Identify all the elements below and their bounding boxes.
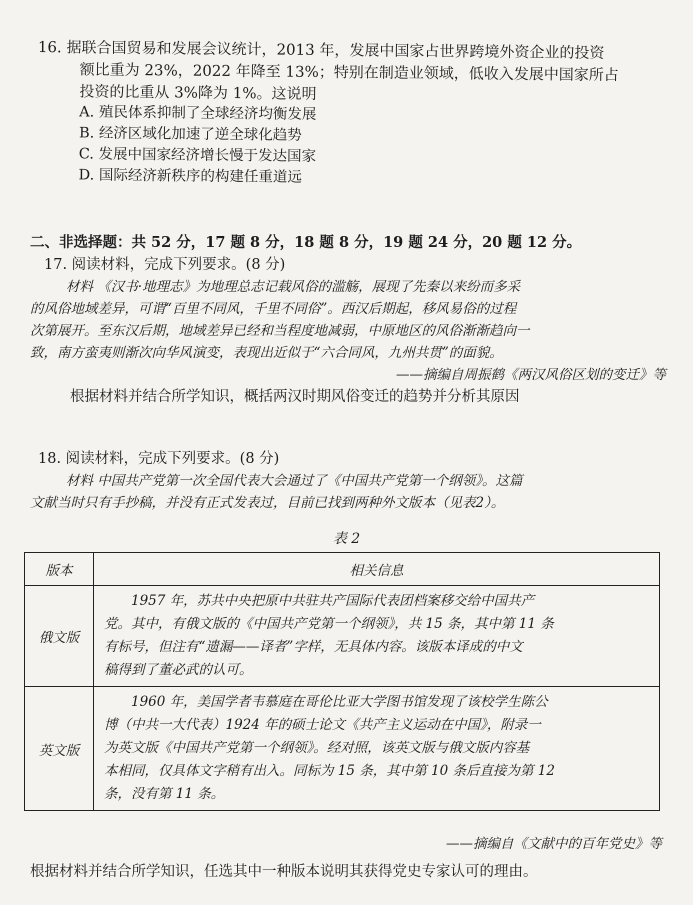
- material-line: 致，南方蛮夷则渐次向华风演变，表现出近似于“六合同风，九州共贯”的面貌。: [30, 345, 503, 361]
- question-18-prompt: 根据材料并结合所学知识，任选其中一种版本说明其获得党史专家认可的理由。: [30, 864, 538, 880]
- table-info-line: 条，没有第 11 条。: [104, 786, 225, 802]
- option-b: B. 经济区域化加速了逆全球化趋势: [78, 125, 302, 144]
- table-cell-info: [94, 586, 660, 687]
- question-17-prompt: 根据材料并结合所学知识，概括两汉时期风俗变迁的趋势并分析其原因: [70, 389, 520, 405]
- option-c: C. 发展中国家经济增长慢于发达国家: [78, 146, 317, 165]
- question-16: [36, 36, 670, 193]
- material-line: 次第展开。至东汉后期，地域差异已经和当程度地减弱，中原地区的风俗渐渐趋向一: [30, 323, 530, 339]
- table-info-line: 为英文版《中国共产党第一个纲领》。经对照，该英文版与俄文版内容基: [104, 740, 530, 756]
- table-cell-version: 英文版: [25, 687, 94, 811]
- table-info-line: 1957 年，苏共中央把原中共驻共产国际代表团档案移交给中国共产: [131, 593, 535, 609]
- table-info-line: 1960 年，美国学者韦慕庭在哥伦比亚大学图书馆发现了该校学生陈公: [131, 694, 548, 710]
- table-caption: 表 2: [332, 531, 361, 547]
- question-17-material: [30, 276, 670, 364]
- table-header-row: [25, 553, 660, 586]
- table-header-info: 相关信息: [94, 553, 660, 586]
- table-cell-version: 俄文版: [25, 586, 94, 687]
- table-info-line: 本相同，仅具体文字稍有出入。同标为 15 条，其中第 10 条后直接为第 12: [104, 763, 555, 779]
- table-info-line: 稿得到了董必武的认可。: [104, 662, 253, 678]
- option-d: D. 国际经济新秩序的构建任重道远: [78, 167, 302, 186]
- table-cell-info: [94, 687, 660, 811]
- question-17-source: ——摘编自周振鹤《两汉风俗区划的变迁》等: [396, 367, 666, 383]
- table-row: [25, 687, 660, 811]
- material-line: 的风俗地域差异，可谓“百里不同风，千里不同俗”。西汉后期起，移风易俗的过程: [30, 301, 517, 317]
- material-line: 文献当时只有手抄稿，并没有正式发表过，目前已找到两种外文版本（见表2）。: [30, 495, 505, 511]
- table-info-line: 党。其中，有俄文版的《中国共产党第一个纲领》，共 15 条，其中第 11 条: [104, 616, 554, 632]
- question-16-stem: [37, 36, 670, 109]
- question-16-stem-line: 投资的比重从 3%降为 1%。这说明: [79, 82, 317, 103]
- table-header-version: 版本: [25, 553, 94, 586]
- question-16-stem-line: 16. 据联合国贸易和发展会议统计，2013 年，发展中国家占世界跨境外资企业的投资: [37, 37, 605, 62]
- table-info-line: 博（中共一大代表）1924 年的硕士论文《共产主义运动在中国》，附录一: [104, 717, 541, 733]
- material-line: 材料 《汉书·地理志》为地理总志记载风俗的滥觞，展现了先秦以来纷而多采: [66, 279, 521, 295]
- question-18-title: 18. 阅读材料，完成下列要求。(8 分): [38, 451, 280, 467]
- material-line: 材料 中国共产党第一次全国代表大会通过了《中国共产党第一个纲领》。这篇: [66, 473, 523, 489]
- option-a: A. 殖民体系抑制了全球经济均衡发展: [79, 104, 317, 123]
- question-17: [30, 254, 670, 408]
- question-16-stem-line: 额比重为 23%，2022 年降至 13%；特别在制造业领域，低收入发展中国家所占: [79, 60, 619, 85]
- question-18-source: ——摘编自《文献中的百年党史》等: [446, 836, 662, 852]
- question-17-title: 17. 阅读材料，完成下列要求。(8 分): [44, 257, 286, 273]
- table-row: [25, 586, 660, 687]
- section-2-heading: 二、非选择题：共 52 分，17 题 8 分，18 题 8 分，19 题 24 分，20 题 12 分。: [30, 234, 582, 251]
- version-table: [24, 552, 660, 811]
- table-info-line: 有标号，但注有“遗漏——译者”字样，无具体内容。该版本译成的中文: [104, 639, 523, 655]
- question-18: [30, 448, 668, 514]
- question-18-material: [30, 470, 668, 514]
